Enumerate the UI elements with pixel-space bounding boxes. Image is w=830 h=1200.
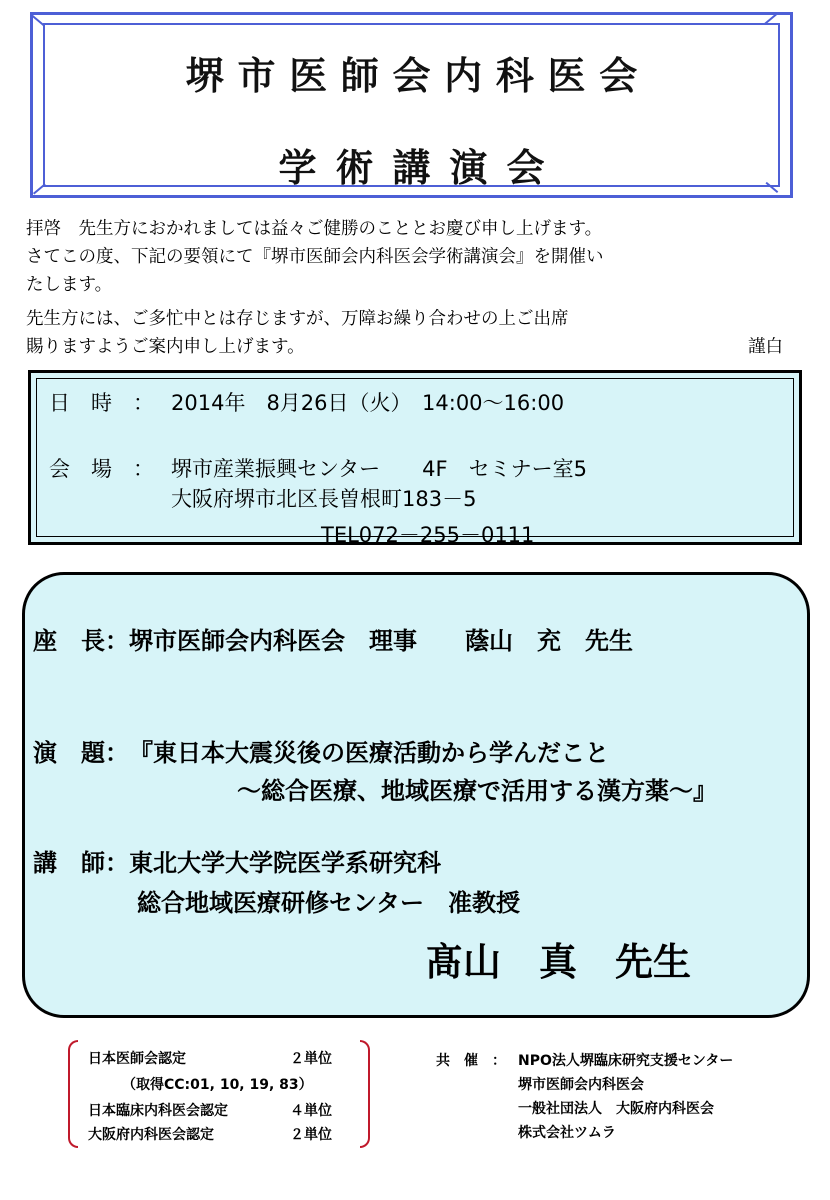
greeting-line: さてこの度、下記の要領にて『堺市医師会内科医会学術講演会』を開催い <box>26 247 604 267</box>
greeting-closing: 謹白 <box>748 337 783 357</box>
topic-label: 演 題： <box>33 739 129 767</box>
greeting-line: 賜りますようご案内申し上げます。 <box>26 337 305 357</box>
greeting-line: 先生方には、ご多忙中とは存じますが、万障お繰り合わせの上ご出席 <box>26 309 569 329</box>
greeting-line: たします。 <box>26 275 113 295</box>
speaker-affiliation-1: 東北大学大学院医学系研究科 <box>129 849 441 877</box>
greeting-line: 拝啓 先生方におかれましては益々ご健勝のこととお慶び申し上げます。 <box>26 219 603 239</box>
datetime-value: 2014年 8月26日（火） 14:00～16:00 <box>171 391 565 415</box>
venue-address: 大阪府堺市北区長曽根町183－5 <box>171 487 477 511</box>
credit-name: 日本臨床内科医会認定 <box>88 1103 228 1119</box>
venue-tel: TEL072－255－0111 <box>321 523 535 547</box>
credit-name: 大阪府内科医会認定 <box>88 1127 214 1143</box>
title-line-2: 学術講演会 <box>278 146 564 190</box>
lecture-info-box <box>22 572 810 1018</box>
venue-label: 会 場 ： <box>49 457 154 481</box>
sponsor-name: 株式会社ツムラ <box>518 1125 616 1141</box>
bracket-right <box>360 1040 370 1148</box>
title-line-1: 堺市医師会内科医会 <box>185 54 651 98</box>
frame-corner <box>32 15 45 26</box>
datetime-label: 日 時 ： <box>49 391 154 415</box>
sponsor-name: 一般社団法人 大阪府内科医会 <box>518 1101 714 1117</box>
sponsor-name: NPO法人堺臨床研究支援センター <box>518 1053 734 1069</box>
bracket-left <box>68 1040 78 1148</box>
venue-name: 堺市産業振興センター 4F セミナー室5 <box>171 457 587 481</box>
chair-value: 堺市医師会内科医会 理事 蔭山 充 先生 <box>129 627 633 655</box>
sponsor-name: 堺市医師会内科医会 <box>518 1077 644 1093</box>
speaker-name: 髙山 真 先生 <box>425 940 692 984</box>
credits-block <box>68 1040 370 1150</box>
credit-units: ２単位 <box>290 1127 332 1143</box>
credit-units: ４単位 <box>290 1103 332 1119</box>
credit-units: ２単位 <box>290 1051 332 1067</box>
credit-note: （取得CC:01, 10, 19, 83） <box>122 1077 313 1093</box>
speaker-label: 講 師： <box>33 849 129 877</box>
topic-line-1: 『東日本大震災後の医療活動から学んだこと <box>129 739 609 767</box>
speaker-affiliation-2: 総合地域医療研修センター 准教授 <box>137 889 521 917</box>
chair-label: 座 長： <box>33 627 129 655</box>
sponsors-label: 共 催 ： <box>436 1053 506 1069</box>
event-info-box <box>28 370 802 545</box>
title-frame <box>30 12 793 198</box>
credit-name: 日本医師会認定 <box>88 1051 186 1067</box>
topic-line-2: ～総合医療、地域医療で活用する漢方薬～』 <box>237 777 717 805</box>
